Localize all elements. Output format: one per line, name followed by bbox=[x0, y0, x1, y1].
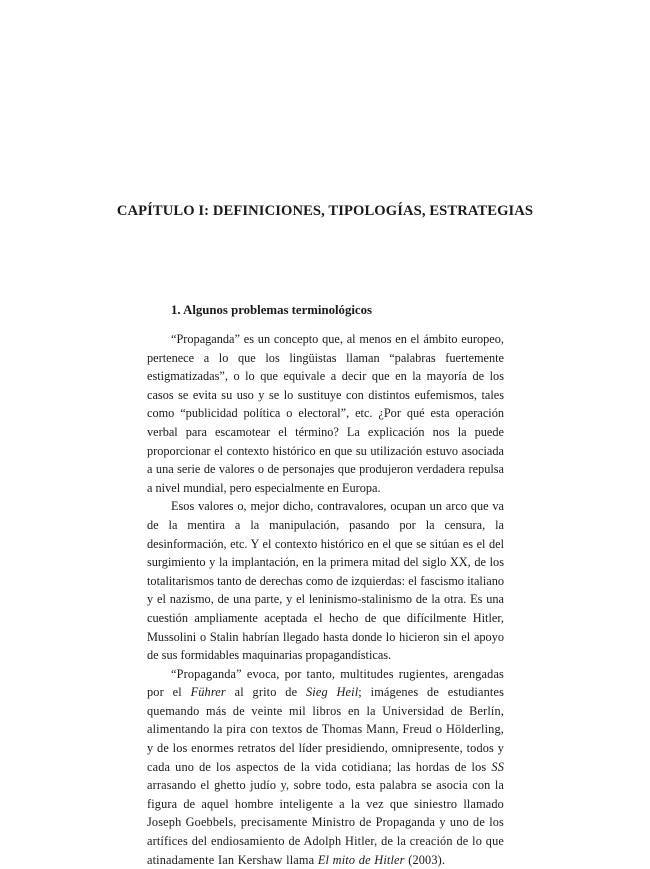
paragraph-3-text-5: (2003). bbox=[404, 852, 446, 867]
section-heading: 1. Algunos problemas terminológicos bbox=[171, 303, 372, 317]
paragraph-1: “Propaganda” es un concepto que, al menos en el ámbito europeo, pertenece a lo que los lingüistas llaman “palabras fuertemente estigmatizadas”, o lo que equivale a decir que en la mayoría de los casos se evita su uso y se lo sustituye con distintos eufemismos, tales como “publicidad política o electoral”, etc. ¿Por qué esta operación verbal para escamotear el término? La explicación nos la puede proporcionar el contexto histórico en que su utilización estuvo asociada a una serie de valores o de personajes que produjeron verdadera repulsa a nivel mundial, pero especialmente en Europa. bbox=[147, 332, 504, 495]
paragraph-3-text-2: al grito de bbox=[225, 685, 306, 700]
paragraph-3-text-1: “Propaganda” evoca, por tanto, multitudes rugientes, arengadas por el bbox=[147, 666, 504, 700]
italic-sieg-heil: Sieg Heil bbox=[305, 685, 359, 700]
italic-ss: SS bbox=[491, 759, 504, 774]
body-text bbox=[147, 330, 504, 869]
paragraph-3-text-3: ; imágenes de estudiantes quemando más de veinte mil libros en la Universidad de Berlín, alimentando la pira con textos de Thomas Mann, Freud o Hölderling, y de los enormes retratos del líder presidiendo, omnipresente, todos y cada uno de los aspectos de la vida cotidiana; las hordas de los bbox=[147, 685, 505, 774]
paragraph-2: Esos valores o, mejor dicho, contravalores, ocupan un arco que va de la mentira a la manipulación, pasando por la censura, la desinformación, etc. Y el contexto histórico en el que se sitúan es el del surgimiento y la implantación, en la primera mitad del siglo XX, de los totalitarismos tanto de derechas como de izquierdas: el fascismo italiano y el nazismo, de una parte, y el leninismo-stalinismo de la otra. Es una cuestión ampliamente aceptada el hecho de que difícilmente Hitler, Mussolini o Stalin habrían llegado hasta donde lo hicieron sin el apoyo de sus formidables maquinarias propagandísticas. bbox=[147, 499, 504, 663]
paragraph-3 bbox=[147, 665, 504, 869]
chapter-title: CAPÍTULO I: DEFINICIONES, TIPOLOGÍAS, ESTRATEGIAS bbox=[116, 203, 534, 219]
italic-fuhrer: Führer bbox=[190, 685, 226, 700]
italic-book-title: El mito de Hitler bbox=[317, 852, 405, 867]
paragraph-3-text-4: arrasando el ghetto judío y, sobre todo, esta palabra se asocia con la figura de aquel hombre inteligente a la vez que siniestro llamado Joseph Goebbels, precisamente Ministro de Propaganda y uno de los artífices del endiosamiento de Adolph Hitler, de la creación de lo que atinadamente Ian Kershaw llama bbox=[147, 778, 504, 867]
